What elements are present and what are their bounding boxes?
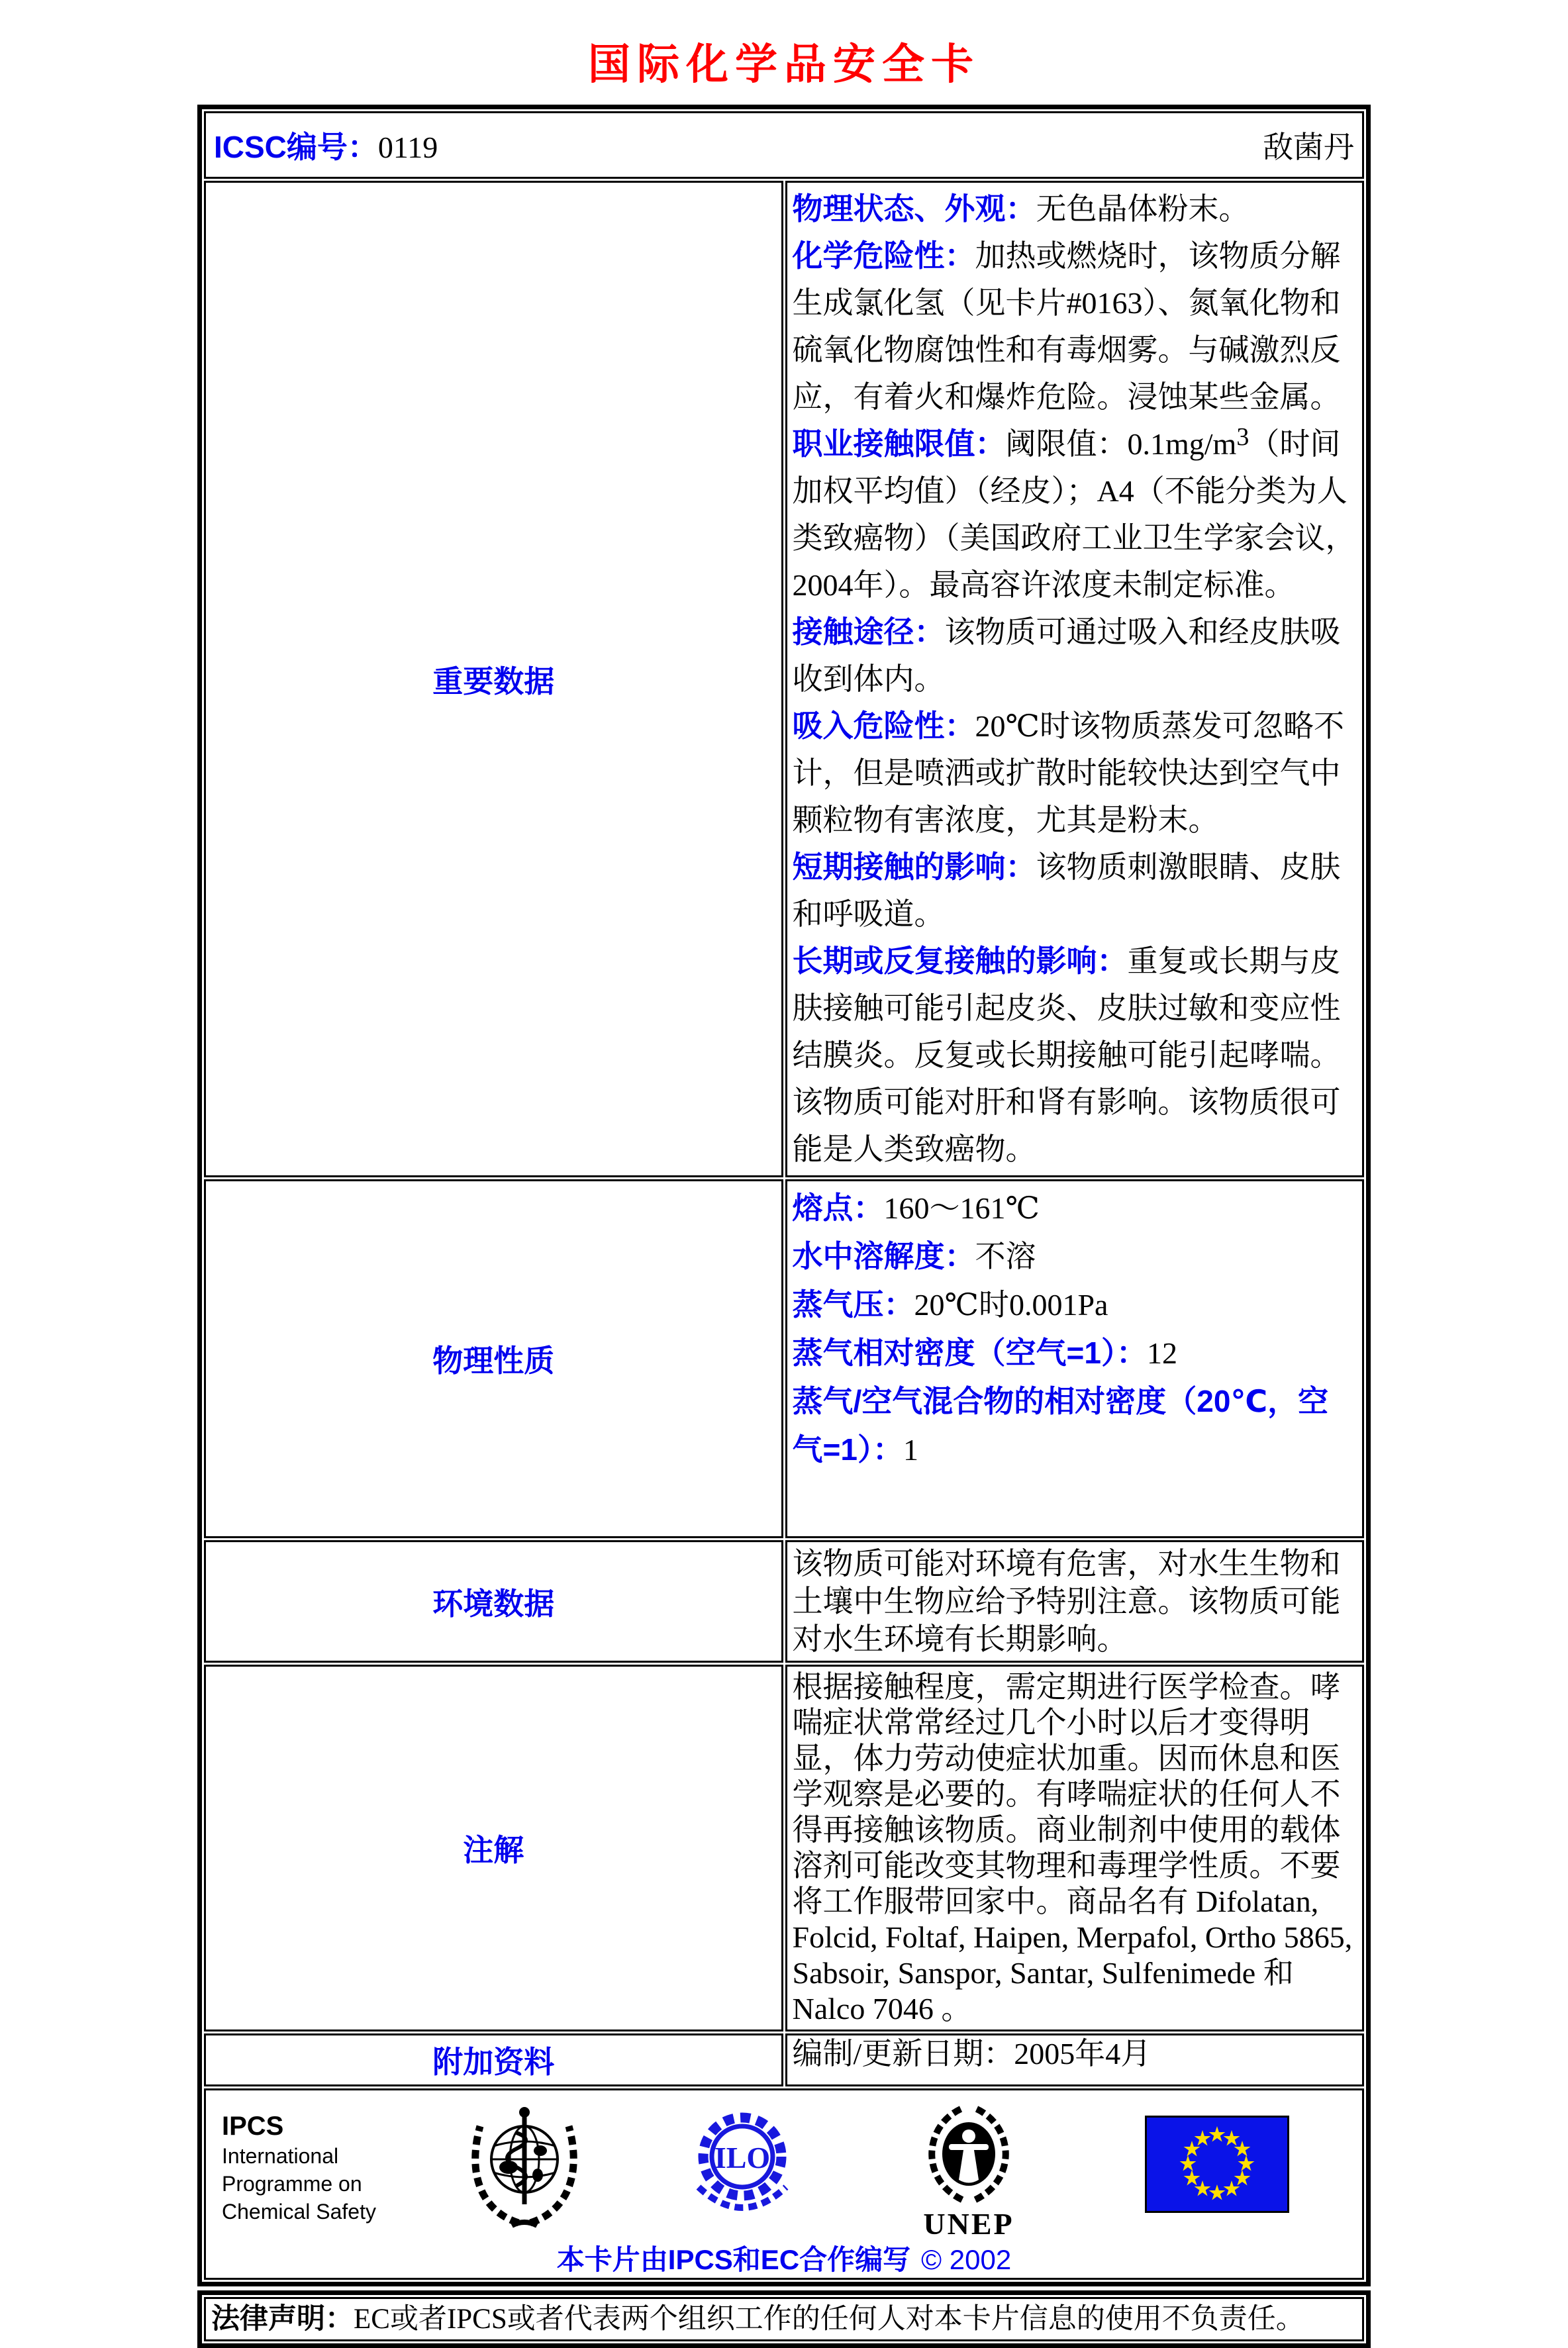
additional-info-row-label: 附加资料 <box>204 2033 783 2086</box>
notes-content: 根据接触程度，需定期进行医学检查。哮喘症状常常经过几个小时以后才变得明显，体力劳动使症状加重。因而休息和医学观察是必要的。有哮喘症状的任何人不得再接触该物质。商业制剂中使用的载体溶剂可能改变其物理和毒理学性质。不要将工作服带回家中。商品名有 Difolatan, Folcid, Foltaf, Haipen, Merpafol, Ortho 5865, Sabsoir, Sanspor, Santar, Sulfenimede 和 Nalco 7046 。 <box>785 1665 1365 2031</box>
additional-info-row <box>204 2033 1364 2086</box>
legal-row <box>204 2297 1364 2341</box>
physical-properties-row-label: 物理性质 <box>204 1179 783 1538</box>
ipcs-acronym: IPCS <box>222 2112 284 2141</box>
chemical-name: 敌菌丹 <box>1263 130 1354 164</box>
header-cell <box>204 111 1364 179</box>
header-row <box>204 111 1364 179</box>
ilo-logo-text: ILO <box>714 2141 771 2175</box>
entry-vapor-density: 蒸气相对密度（空气=1）：12 <box>792 1336 1177 1370</box>
environment-data-content: 该物质可能对环境有危害，对水生生物和土壤中生物应给予特别注意。该物质可能对水生环境有长期影响。 <box>785 1540 1365 1663</box>
entry-inhalation-risk: 吸入危险性：20℃时该物质蒸发可忽略不计，但是喷洒或扩散时能较快达到空气中颗粒物有害浓度，尤其是粉末。 <box>792 709 1344 837</box>
entry-vapor-pressure: 蒸气压：20℃时0.001Pa <box>792 1287 1108 1322</box>
entry-physical-state: 物理状态、外观：无色晶体粉末。 <box>792 191 1250 226</box>
important-data-row-label: 重要数据 <box>204 181 783 1177</box>
logos-row <box>204 2088 1364 2280</box>
credit-line <box>211 2245 1357 2275</box>
environment-data-row <box>204 1540 1364 1663</box>
unep-logo-block <box>912 2104 1026 2241</box>
entry-long-term-effects: 长期或反复接触的影响：重复或长期与皮肤接触可能引起皮炎、皮肤过敏和变应性结膜炎。反复或长期接触可能引起哮喘。该物质可能对肝和肾有影响。该物质很可能是人类致癌物。 <box>792 944 1341 1166</box>
important-data-row <box>204 181 1364 1177</box>
entry-exposure-routes: 接触途径：该物质可通过吸入和经皮肤吸收到体内。 <box>792 614 1341 696</box>
legal-label: 法律声明： <box>211 2303 354 2335</box>
ipcs-text-block: IPCS International Programme on Chemical Safety <box>222 2110 389 2226</box>
legal-text: EC或者IPCS或者代表两个组织工作的任何人对本卡片信息的使用不负责任。 <box>354 2304 1304 2335</box>
unep-logo-icon <box>914 2104 1023 2204</box>
entry-short-term-effects: 短期接触的影响：该物质刺激眼睛、皮肤和呼吸道。 <box>792 850 1341 931</box>
entry-water-solubility: 水中溶解度：不溶 <box>792 1239 1036 1273</box>
physical-properties-content <box>785 1179 1365 1538</box>
page-title: 国际化学品安全卡 <box>588 40 980 89</box>
entry-chemical-danger: 化学危险性：加热或燃烧时，该物质分解生成氯化氢（见卡片#0163）、氮氧化物和硫氧化物腐蚀性和有毒烟雾。与碱激烈反应，有着火和爆炸危险。浸蚀某些金属。 <box>792 238 1341 414</box>
additional-info-content: 编制/更新日期：2005年4月 <box>785 2033 1365 2086</box>
icsc-number-value: 0119 <box>377 130 438 164</box>
legal-box <box>197 2290 1371 2348</box>
credit-text: 本卡片由IPCS和EC合作编写 <box>556 2244 911 2275</box>
logos-cell <box>204 2088 1364 2280</box>
copyright-text: © 2002 <box>921 2244 1012 2275</box>
entry-occupational-limit: 职业接触限值：阈限值：$0.1mg/m^3$（时间加权平均值）（经皮）；A4（不能分类为人类致癌物）（美国政府工业卫生学家会议，2004年）。最高容许浓度未制定标准。 <box>792 423 1356 602</box>
legal-cell <box>204 2297 1364 2341</box>
unep-logo-text: UNEP <box>923 2207 1014 2241</box>
entry-vapor-air-density: 蒸气/空气混合物的相对密度（20℃，空气=1）：1 <box>792 1384 1329 1467</box>
icsc-number <box>214 123 438 167</box>
important-data-content <box>785 181 1365 1177</box>
logo-strip <box>211 2093 1357 2241</box>
notes-row <box>204 1665 1364 2031</box>
superscript-3: 3 <box>1236 423 1250 451</box>
environment-data-row-label: 环境数据 <box>204 1540 783 1663</box>
ilo-logo-icon <box>687 2104 798 2228</box>
entry-melting-point: 熔点：160～161℃ <box>792 1191 1040 1225</box>
physical-properties-row <box>204 1179 1364 1538</box>
icsc-document-page <box>0 30 1568 2335</box>
eu-flag-icon <box>1145 2116 1289 2213</box>
notes-row-label: 注解 <box>204 1665 783 2031</box>
icsc-number-label: ICSC编号： <box>214 130 378 164</box>
who-logo-icon <box>463 2102 586 2229</box>
icsc-card-table <box>197 105 1371 2286</box>
